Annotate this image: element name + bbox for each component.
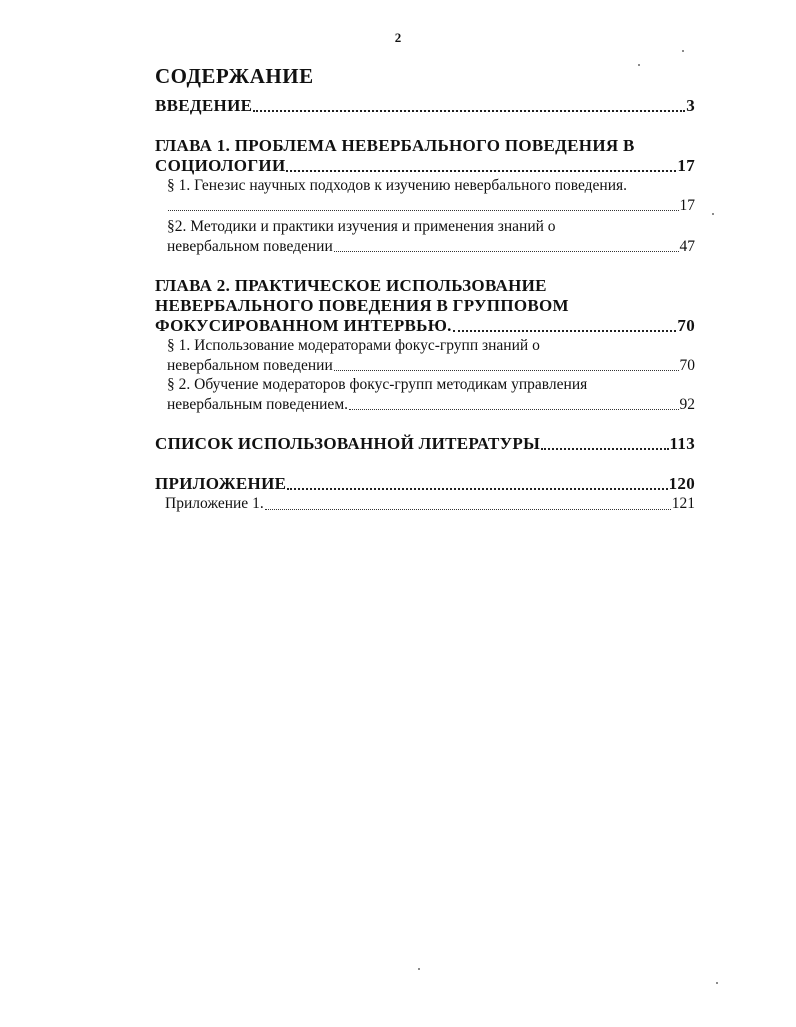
dot-leader (286, 169, 676, 172)
entry-page: 113 (669, 434, 695, 453)
entry-label-line2: СОЦИОЛОГИИ (155, 156, 286, 175)
dot-leader (453, 329, 677, 332)
dot-leader (334, 250, 679, 252)
dot-leader (168, 209, 679, 211)
entry-page: 17 (679, 196, 695, 214)
scan-speck (716, 982, 718, 984)
entry-page: 70 (679, 356, 695, 374)
toc-entry-references (155, 434, 695, 454)
entry-label-line2: НЕВЕРБАЛЬНОГО ПОВЕДЕНИЯ В ГРУППОВОМ (155, 296, 569, 315)
entry-label-line2: невербальным поведением. (167, 395, 348, 413)
entry-page: 47 (679, 237, 695, 255)
entry-page: 120 (668, 474, 695, 493)
dot-leader (253, 109, 685, 112)
scan-speck (682, 50, 684, 52)
toc-entry-chapter2 (155, 276, 695, 336)
dot-leader (265, 508, 671, 510)
toc-entry-chapter1 (155, 136, 695, 176)
entry-page: 121 (671, 495, 695, 512)
dot-leader (334, 369, 679, 371)
toc-entry-ch2-sec1 (155, 336, 695, 375)
toc-entry-ch1-sec1 (155, 176, 695, 215)
entry-label-line2: невербальном поведении (167, 356, 333, 374)
dot-leader (349, 408, 679, 410)
entry-label: Приложение 1. (165, 495, 264, 512)
toc-entry-ch2-sec2 (155, 375, 695, 414)
table-of-contents (155, 62, 695, 514)
entry-label-line2: невербальном поведении (167, 237, 333, 255)
entry-label-line1: § 1. Генезис научных подходов к изучению невербального поведения. (167, 177, 628, 194)
entry-page: 17 (677, 156, 695, 175)
scan-speck (638, 64, 640, 66)
toc-entry-appendix (155, 474, 695, 494)
dot-leader (287, 487, 667, 490)
entry-label-line1: §2. Методики и практики изучения и применения знаний о (167, 218, 556, 235)
entry-page: 92 (679, 395, 695, 413)
toc-entry-intro (155, 96, 695, 116)
dot-leader (541, 447, 668, 450)
entry-page: 3 (686, 96, 695, 115)
scan-speck (418, 968, 420, 970)
entry-label-line1: ГЛАВА 1. ПРОБЛЕМА НЕВЕРБАЛЬНОГО ПОВЕДЕНИЯ В (155, 136, 635, 155)
entry-label-line1: § 2. Обучение модераторов фокус-групп методикам управления (167, 376, 588, 393)
page-number: 2 (394, 30, 402, 45)
entry-label: ПРИЛОЖЕНИЕ (155, 474, 287, 493)
toc-entry-ch1-sec2 (155, 217, 695, 256)
entry-page: 70 (677, 316, 695, 335)
scan-speck (712, 213, 714, 215)
entry-label-line1: § 1. Использование модераторами фокус-групп знаний о (167, 337, 540, 354)
entry-label: СПИСОК ИСПОЛЬЗОВАННОЙ ЛИТЕРАТУРЫ (155, 434, 541, 453)
entry-label-line3: ФОКУСИРОВАННОМ ИНТЕРВЬЮ. (155, 316, 452, 335)
entry-label-line1: ГЛАВА 2. ПРАКТИЧЕСКОЕ ИСПОЛЬЗОВАНИЕ (155, 276, 547, 295)
toc-entry-appendix1 (155, 494, 695, 514)
entry-label: ВВЕДЕНИЕ (155, 96, 253, 115)
toc-title: СОДЕРЖАНИЕ (155, 64, 314, 88)
